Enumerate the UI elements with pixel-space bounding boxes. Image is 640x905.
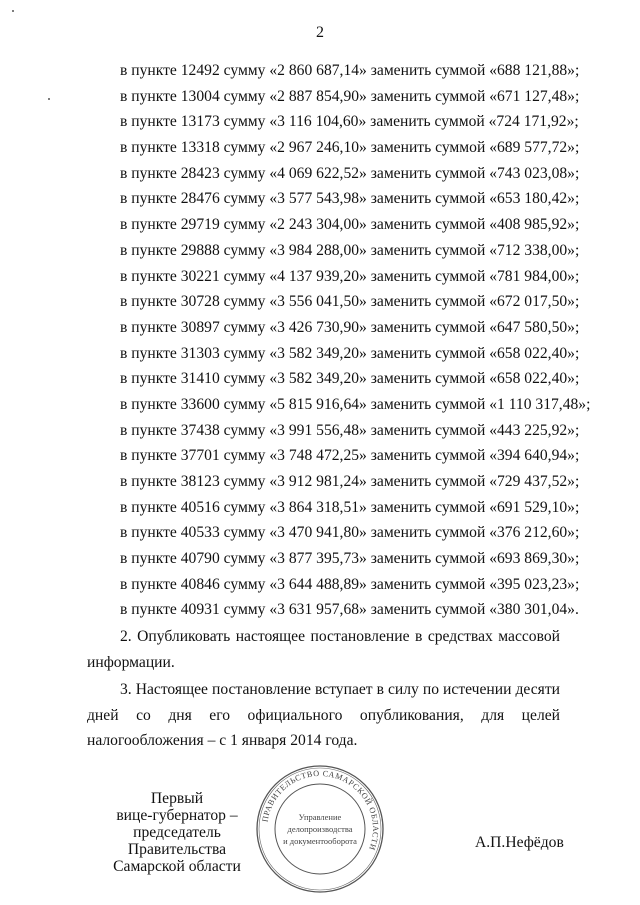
signatory-title-line: председатель Правительства — [127, 824, 227, 858]
amendment-line: в пункте 40846 сумму «3 644 488,89» заменить суммой «395 023,23»; — [120, 575, 580, 593]
paragraph-2-line: 2. Опубликовать настоящее постановление в средствах массовой — [120, 628, 560, 645]
amendment-line: в пункте 28476 сумму «3 577 543,98» заменить суммой «653 180,42»; — [120, 190, 580, 208]
scan-speck — [48, 98, 50, 100]
amendment-line: в пункте 40533 сумму «3 470 941,80» заменить суммой «376 212,60»; — [120, 524, 580, 542]
paragraph-3-line: дней со дня его официального опубликования, для целей — [87, 706, 560, 724]
signatory-title-line: Первый — [150, 790, 204, 807]
signatory-title-line: Самарской области — [113, 858, 241, 875]
amendment-line: в пункте 40516 сумму «3 864 318,51» заменить суммой «691 529,10»; — [120, 498, 580, 516]
amendment-line: в пункте 40790 сумму «3 877 395,73» заменить суммой «693 869,30»; — [120, 550, 580, 568]
paragraph-2 — [87, 624, 560, 675]
amendment-line: в пункте 37701 сумму «3 748 472,25» заменить суммой «394 640,94»; — [120, 447, 580, 465]
amendment-list — [120, 58, 591, 623]
signatory-title — [87, 790, 267, 875]
amendment-line: в пункте 12492 сумму «2 860 687,14» заменить суммой «688 121,88»; — [120, 62, 580, 79]
paragraph-3 — [87, 677, 560, 754]
amendment-line: в пункте 30728 сумму «3 556 041,50» заменить суммой «672 017,50»; — [120, 293, 580, 311]
amendment-line: в пункте 37438 сумму «3 991 556,48» заменить суммой «443 225,92»; — [120, 421, 580, 439]
paragraph-3-line: 3. Настоящее постановление вступает в силу по истечении десяти — [120, 681, 560, 698]
amendment-line: в пункте 33600 сумму «5 815 916,64» заменить суммой «1 110 317,48»; — [120, 395, 591, 413]
paragraph-3-line: налогообложения – с 1 января 2014 года. — [87, 732, 358, 750]
signatory-title-line: вице-губернатор – — [116, 807, 238, 824]
amendment-line: в пункте 40931 сумму «3 631 957,68» заменить суммой «380 301,04». — [120, 601, 579, 619]
amendment-line: в пункте 29719 сумму «2 243 304,00» заменить суммой «408 985,92»; — [120, 216, 580, 234]
amendment-line: в пункте 13318 сумму «2 967 246,10» заменить суммой «689 577,72»; — [120, 139, 580, 157]
amendment-line: в пункте 28423 сумму «4 069 622,52» заменить суммой «743 023,08»; — [120, 164, 580, 182]
amendment-line: в пункте 30221 сумму «4 137 939,20» заменить суммой «781 984,00»; — [120, 267, 580, 285]
amendment-line: в пункте 29888 сумму «3 984 288,00» заменить суммой «712 338,00»; — [120, 241, 580, 259]
page-number: 2 — [316, 24, 324, 41]
seal-center-line: Управление — [298, 812, 342, 822]
amendment-line: в пункте 38123 сумму «3 912 981,24» заменить суммой «729 437,52»; — [120, 473, 580, 490]
official-seal — [255, 764, 385, 894]
amendment-line: в пункте 13173 сумму «3 116 104,60» заменить суммой «724 171,92»; — [120, 113, 579, 131]
amendment-line: в пункте 13004 сумму «2 887 854,90» заменить суммой «671 127,48»; — [120, 87, 580, 105]
signatory-name: А.П.Нефёдов — [475, 834, 564, 851]
amendment-line: в пункте 31303 сумму «3 582 349,20» заменить суммой «658 022,40»; — [120, 344, 580, 362]
amendment-line: в пункте 31410 сумму «3 582 349,20» заменить суммой «658 022,40»; — [120, 370, 580, 388]
seal-center-line: делопроизводства — [287, 824, 353, 834]
amendment-line: в пункте 30897 сумму «3 426 730,90» заменить суммой «647 580,50»; — [120, 318, 580, 336]
paragraph-2-line: информации. — [87, 653, 175, 671]
seal-center-line: и документооборота — [283, 836, 357, 846]
scan-speck — [12, 10, 14, 12]
seal-ring-text: ПРАВИТЕЛЬСТВО САМАРСКОЙ ОБЛАСТИ — [260, 768, 381, 852]
